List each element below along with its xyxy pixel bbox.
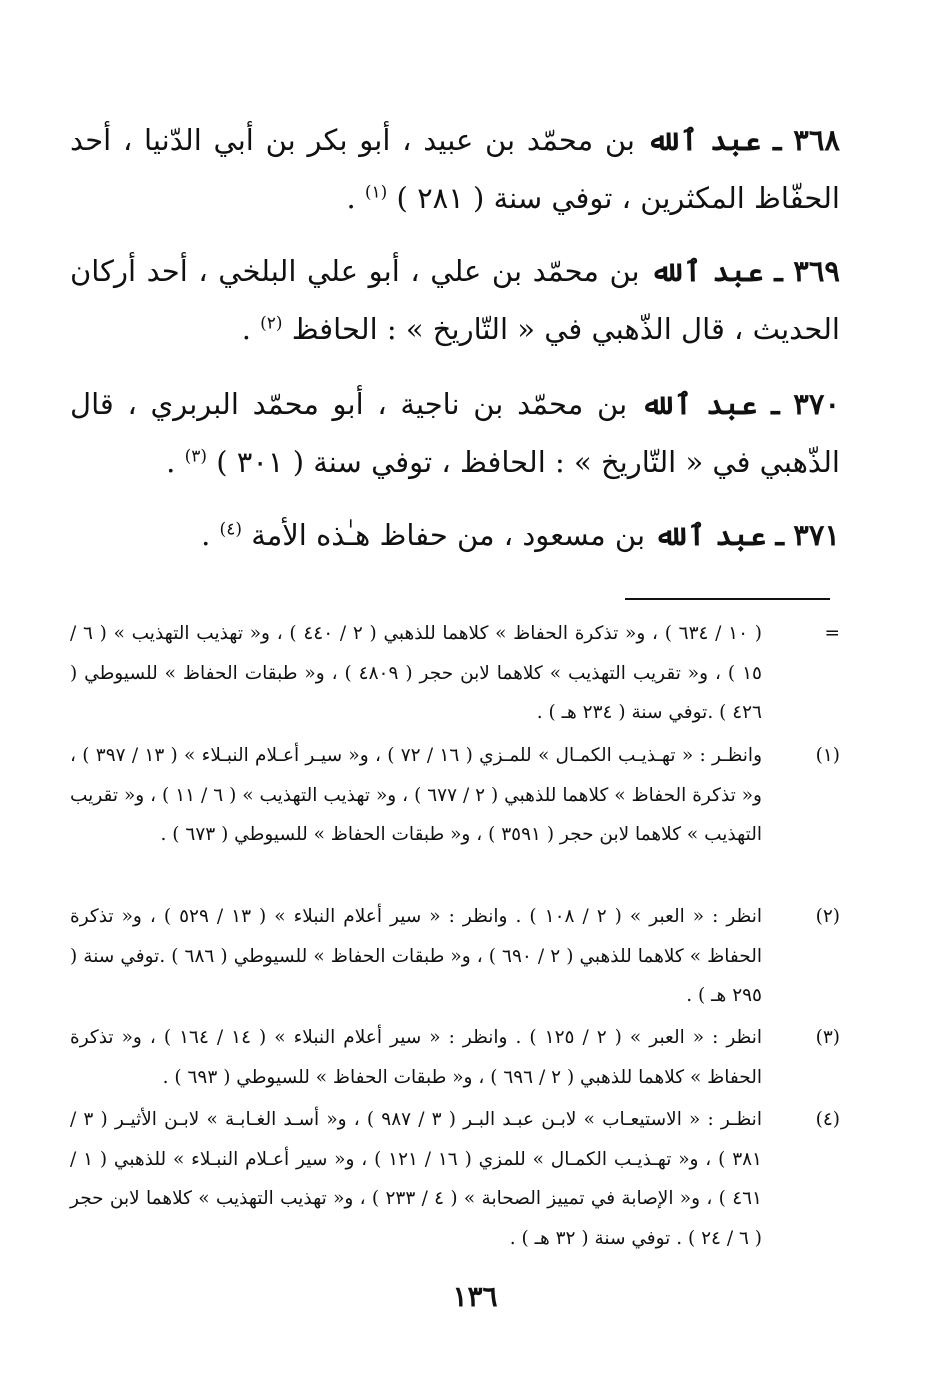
biography-entry-369 [70,242,840,358]
entry-dash: ـ [774,254,783,288]
footnote-continuation [70,614,840,733]
footnote-marker: (١) [815,745,840,766]
entry-name: عبد ٱلله [640,387,758,421]
footnote-1 [70,736,840,855]
entry-text: بن مسعود ، من حفاظ هـٰذه الأمة [251,518,646,552]
entry-period: . [166,445,176,479]
entry-period: . [346,181,356,215]
footnote-text: انظـر : « الاستيعـاب » لابـن عبـد البـر ( ٣ / ٩٨٧ ) ، و« أسـد الغـابـة » لابـن الأثيـر ( ٣ / ٣٨١ ) ، و« تهـذيـب الكمـال » للمزي ( ١٦ / ١٢١ ) ، و« سير أعـلام النبـلاء » للذهبي ( ١ / ٤٦١ ) ، و« الإصابة في تمييز الصحابة » ( ٤ / ٢٣٣ ) ، و« تهذيب التهذيب » كلاهما لابن حجر ( ٦ / ٢٤ ) . توفي سنة ( ٣٢ هـ ) . [70,1109,762,1249]
footnote-marker: (٤) [815,1109,840,1130]
entry-number: ٣٦٩ [793,254,841,288]
entry-number: ٣٦٨ [793,123,840,157]
footnote-text: انظر : « العبر » ( ٢ / ١٠٨ ) . وانظر : « سير أعلام النبلاء » ( ١٣ / ٥٢٩ ) ، و« تذكرة الحفاظ » كلاهما للذهبي ( ٢ / ٦٩٠ ) ، و« طبقات الحفاظ » للسيوطي ( ٦٨٦ ) .توفي سنة ( ٢٩٥ هـ ) . [70,906,762,1006]
biography-entry-368 [70,111,840,227]
entry-name: عبد ٱلله [646,123,762,157]
entry-period: . [241,312,251,346]
footnote-separator [625,598,830,600]
footnote-ref: (٣) [184,446,207,467]
footnote-marker: = [824,623,840,644]
entry-period: . [201,518,211,552]
footnote-ref: (١) [364,182,388,203]
footnote-3 [70,1018,840,1097]
entry-text: بن محمّد بن عبيد ، أبو بكر بن أبي الدّنيا ، أحد الحفّاظ المكثرين ، توفي سنة ( ٢٨١ ) [70,123,840,215]
footnote-marker: (٣) [815,1027,840,1048]
biography-entry-370 [70,375,840,491]
entry-name: عبد ٱلله [654,518,767,552]
entry-dash: ـ [773,123,782,157]
footnote-ref: (٢) [260,313,283,334]
entry-number: ٣٧٠ [793,387,841,421]
entry-text: بن محمّد بن علي ، أبو علي البلخي ، أحد أركان الحديث ، قال الذّهبي في « التّاريخ » : الحافظ [70,254,840,346]
entry-text: بن محمّد بن ناجية ، أبو محمّد البربري ، قال الذّهبي في « التّاريخ » : الحافظ ، توفي سنة ( ٣٠١ ) [70,387,840,479]
entry-dash: ـ [775,518,785,552]
footnote-text: انظر : « العبر » ( ٢ / ١٢٥ ) . وانظر : « سير أعلام النبلاء » ( ١٤ / ١٦٤ ) ، و« تذكرة الحفاظ » كلاهما للذهبي ( ٢ / ٦٩٦ ) ، و« طبقات الحفاظ » للسيوطي ( ٦٩٣ ) . [70,1027,762,1088]
entry-number: ٣٧١ [793,518,840,552]
footnote-4 [70,1100,840,1258]
footnote-ref: (٤) [219,519,242,540]
footnote-2 [70,897,840,1016]
page-number: ١٣٦ [452,1280,498,1313]
entry-dash: ـ [771,387,780,421]
footnote-marker: (٢) [815,906,840,927]
entry-name: عبد ٱلله [650,254,764,288]
footnote-text: وانظـر : « تهـذيـب الكمـال » للمـزي ( ١٦ / ٧٢ ) ، و« سيـر أعـلام النبـلاء » ( ١٣ / ٣٩٧ ) ، و« تذكرة الحفاظ » كلاهما للذهبي ( ٢ / ٦٧٧ ) ، و« تهذيب التهذيب » ( ٦ / ١١ ) ، و« تقريب التهذيب » كلاهما لابن حجر ( ٣٥٩١ ) ، و« طبقات الحفاظ » للسيوطي ( ٦٧٣ ) . [70,745,762,845]
biography-entry-371 [70,506,840,564]
footnote-text: ( ١٠ / ٦٣٤ ) ، و« تذكرة الحفاظ » كلاهما للذهبي ( ٢ / ٤٤٠ ) ، و« تهذيب التهذيب » ( ٦ / ١٥ ) ، و« تقريب التهذيب » كلاهما لابن حجر ( ٤٨٠٩ ) ، و« طبقات الحفاظ » للسيوطي ( ٤٢٦ ) .توفي سنة ( ٢٣٤ هـ ) . [70,623,762,723]
